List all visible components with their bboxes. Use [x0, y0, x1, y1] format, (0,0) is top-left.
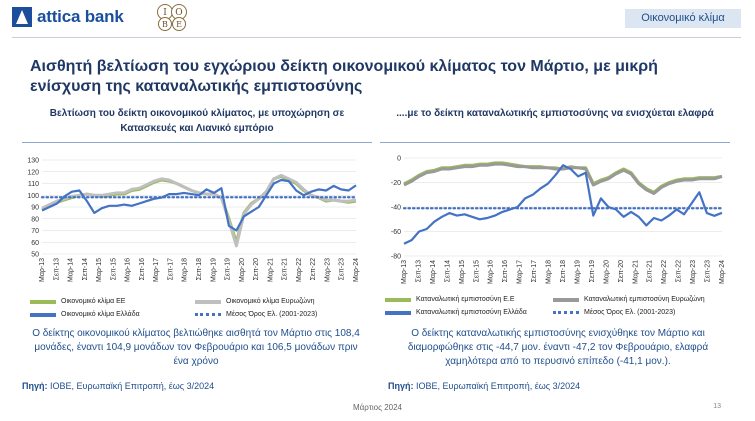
cons-x-tick-label: Σεπ-18 [560, 260, 567, 283]
legend-label-gr: Οικονομικό κλίμα Ελλάδα [61, 311, 140, 318]
svg-text:Ι: Ι [163, 8, 167, 18]
econ-y-tick-label: 110 [27, 181, 39, 188]
section-badge: Οικονομικό κλίμα [625, 9, 741, 28]
right-title-divider [380, 142, 730, 143]
legend-swatch-eu-cc [385, 298, 411, 302]
econ-y-tick-label: 80 [31, 216, 39, 224]
econ-x-tick-label: Μαρ-20 [238, 258, 246, 282]
legend-swatch-eu [30, 300, 56, 304]
econ-x-tick-label: Μαρ-17 [153, 258, 161, 282]
legend-swatch-ea [195, 300, 221, 304]
cons-series-ea-line [404, 164, 722, 193]
legend-item-ea [195, 298, 315, 305]
cons-x-tick-label: Μαρ-14 [429, 260, 437, 284]
econ-y-tick-label: 130 [27, 157, 39, 165]
cons-x-tick-label: Σεπ-19 [588, 260, 596, 283]
legend-item-avg [195, 311, 317, 318]
econ-x-tick-label: Σεπ-20 [253, 258, 261, 281]
econ-x-tick-label: Σεπ-19 [224, 258, 232, 281]
attica-bank-brand: attica bank [37, 7, 124, 26]
econ-x-tick-label: Μαρ-22 [295, 258, 303, 282]
legend-label-ea-cc: Καταναλωτική εμπιστοσύνη Ευρωζώνη [584, 296, 705, 303]
legend-item-gr [30, 311, 140, 318]
cons-x-tick-label: Μαρ-13 [401, 260, 408, 284]
consumer-confidence-chart [380, 150, 730, 290]
econ-x-tick-label: Σεπ-21 [281, 258, 289, 281]
legend-label-eu: Οικονομικό κλίμα ΕΕ [61, 298, 126, 305]
econ-x-tick-label: Μαρ-21 [267, 258, 275, 282]
econ-x-tick-label: Σεπ-17 [167, 258, 175, 281]
legend-item-ea-cc [553, 296, 705, 303]
page-number: 13 [713, 403, 721, 410]
cons-x-tick-label: Μαρ-20 [603, 260, 611, 284]
econ-series-ea-line [42, 175, 356, 246]
cons-y-tick-label: -60 [390, 229, 401, 236]
legend-swatch-gr [30, 313, 56, 317]
svg-text:Ο: Ο [175, 8, 183, 18]
cons-x-tick-label: Σεπ-13 [415, 260, 423, 283]
cons-x-tick-label: Σεπ-16 [502, 260, 510, 283]
econ-x-tick-label: Σεπ-15 [110, 258, 118, 281]
legend-swatch-gr-cc [385, 311, 411, 315]
left-source-text: ΙΟΒΕ, Ευρωπαϊκή Επιτροπή, έως 3/2024 [50, 381, 215, 391]
cons-y-tick-label: -40 [390, 204, 401, 212]
right-source-text: ΙΟΒΕ, Ευρωπαϊκή Επιτροπή, έως 3/2024 [416, 381, 581, 391]
econ-y-tick-label: 90 [31, 204, 39, 212]
economic-climate-chart [18, 152, 363, 288]
legend-label-ea: Οικονομικό κλίμα Ευρωζώνη [226, 298, 315, 305]
econ-y-tick-label: 100 [27, 192, 39, 200]
econ-y-tick-label: 120 [27, 169, 39, 177]
econ-x-tick-label: Μαρ-15 [96, 258, 104, 282]
right-legend [385, 296, 735, 322]
cons-x-tick-label: Σεπ-20 [617, 260, 625, 283]
right-chart-title: ....με το δείκτη καταναλωτικής εμπιστοσύνης να ενισχύεται ελαφρά [396, 108, 714, 119]
econ-x-tick-label: Μαρ-19 [210, 258, 218, 282]
attica-bank-logo [12, 6, 124, 28]
econ-x-tick-label: Σεπ-23 [338, 258, 346, 281]
cons-series-gr-line [404, 165, 722, 244]
econ-x-tick-label: Σεπ-13 [53, 258, 61, 281]
left-source-label: Πηγή: [22, 381, 48, 391]
right-source [388, 381, 580, 391]
cons-x-tick-label: Σεπ-22 [675, 260, 683, 283]
cons-x-tick-label: Μαρ-24 [719, 260, 726, 284]
econ-x-tick-label: Μαρ-14 [67, 258, 75, 282]
legend-item-gr-cc [385, 309, 527, 316]
legend-swatch-avg-cc [553, 311, 579, 314]
cons-x-tick-label: Μαρ-22 [661, 260, 669, 284]
cons-y-tick-label: -80 [390, 253, 401, 261]
footer-date: Μάρτιος 2024 [353, 403, 402, 412]
cons-x-tick-label: Σεπ-14 [444, 260, 452, 283]
right-description: Ο δείκτης καταναλωτικής εμπιστοσύνης ενισχύθηκε τον Μάρτιο και διαμορφώθηκε στις -44,7 μον. έναντι -47,2 τον Φεβρουάριο, ελαφρά χαμηλότερα από το περυσινό επίπεδο (-41,1 μον.). [407, 328, 709, 367]
legend-label-avg: Μέσος Όρος Ελ. (2001-2023) [226, 311, 318, 318]
legend-label-avg-cc: Μέσος Όρος Ελ. (2001-2023) [584, 309, 676, 316]
econ-x-tick-label: Μαρ-13 [39, 258, 46, 282]
econ-x-tick-label: Μαρ-18 [181, 258, 189, 282]
legend-item-eu [30, 298, 125, 305]
cons-x-tick-label: Μαρ-23 [690, 260, 698, 284]
cons-x-tick-label: Μαρ-16 [487, 260, 495, 284]
econ-x-tick-label: Σεπ-22 [310, 258, 318, 281]
left-source [22, 381, 214, 391]
cons-y-tick-label: -20 [390, 180, 401, 187]
left-chart-title: Βελτίωση του δείκτη οικονομικού κλίματος, με υποχώρηση σε Κατασκευές και Λιανικό εμπόριο [49, 108, 345, 134]
left-legend [30, 298, 370, 324]
page-title: Αισθητή βελτίωση του εγχώριου δείκτη οικονομικού κλίματος τον Μάρτιο, με μικρή ενίσχυση της καταναλωτικής εμπιστοσύνης [30, 58, 658, 95]
econ-x-tick-label: Μαρ-16 [124, 258, 132, 282]
legend-item-avg-cc [553, 309, 675, 316]
econ-x-tick-label: Σεπ-14 [81, 258, 89, 281]
legend-swatch-ea-cc [553, 298, 579, 302]
header-divider [12, 37, 741, 38]
legend-item-eu-cc [385, 296, 515, 303]
cons-x-tick-label: Σεπ-23 [704, 260, 712, 283]
left-description: Ο δείκτης οικονομικού κλίματος βελτιώθηκε αισθητά τον Μάρτιο στις 108,4 μονάδες, έναντι 104,9 μονάδων τον Φεβρουάριο και 106,5 μονάδων πριν ένα χρόνο [32, 328, 360, 367]
right-source-label: Πηγή: [388, 381, 414, 391]
econ-x-tick-label: Σεπ-18 [196, 258, 203, 281]
cons-x-tick-label: Μαρ-19 [574, 260, 582, 284]
econ-x-tick-label: Σεπ-16 [138, 258, 146, 281]
legend-swatch-avg [195, 313, 221, 316]
cons-x-tick-label: Σεπ-21 [646, 260, 654, 283]
cons-x-tick-label: Μαρ-17 [516, 260, 524, 284]
svg-text:Ε: Ε [176, 20, 182, 29]
cons-x-tick-label: Μαρ-15 [458, 260, 466, 284]
iobe-logo-icon [155, 3, 199, 31]
svg-text:Β: Β [162, 20, 168, 29]
econ-y-tick-label: 70 [31, 228, 39, 235]
econ-series-gr-line [42, 180, 356, 231]
legend-label-gr-cc: Καταναλωτική εμπιστοσύνη Ελλάδα [416, 309, 527, 316]
econ-x-tick-label: Μαρ-23 [324, 258, 332, 282]
econ-series-eu-line [42, 177, 356, 243]
left-title-divider [22, 142, 372, 143]
cons-x-tick-label: Μαρ-21 [632, 260, 640, 284]
econ-x-tick-label: Μαρ-24 [353, 258, 360, 282]
econ-y-tick-label: 60 [31, 239, 39, 247]
legend-label-eu-cc: Καταναλωτική εμπιστοσύνη Ε.Ε [416, 296, 515, 303]
cons-x-tick-label: Μαρ-18 [545, 260, 553, 284]
cons-x-tick-label: Σεπ-15 [473, 260, 481, 283]
attica-bank-mark-icon [12, 7, 32, 27]
econ-y-tick-label: 50 [31, 251, 39, 259]
cons-y-tick-label: 0 [397, 155, 401, 163]
cons-x-tick-label: Σεπ-17 [531, 260, 539, 283]
